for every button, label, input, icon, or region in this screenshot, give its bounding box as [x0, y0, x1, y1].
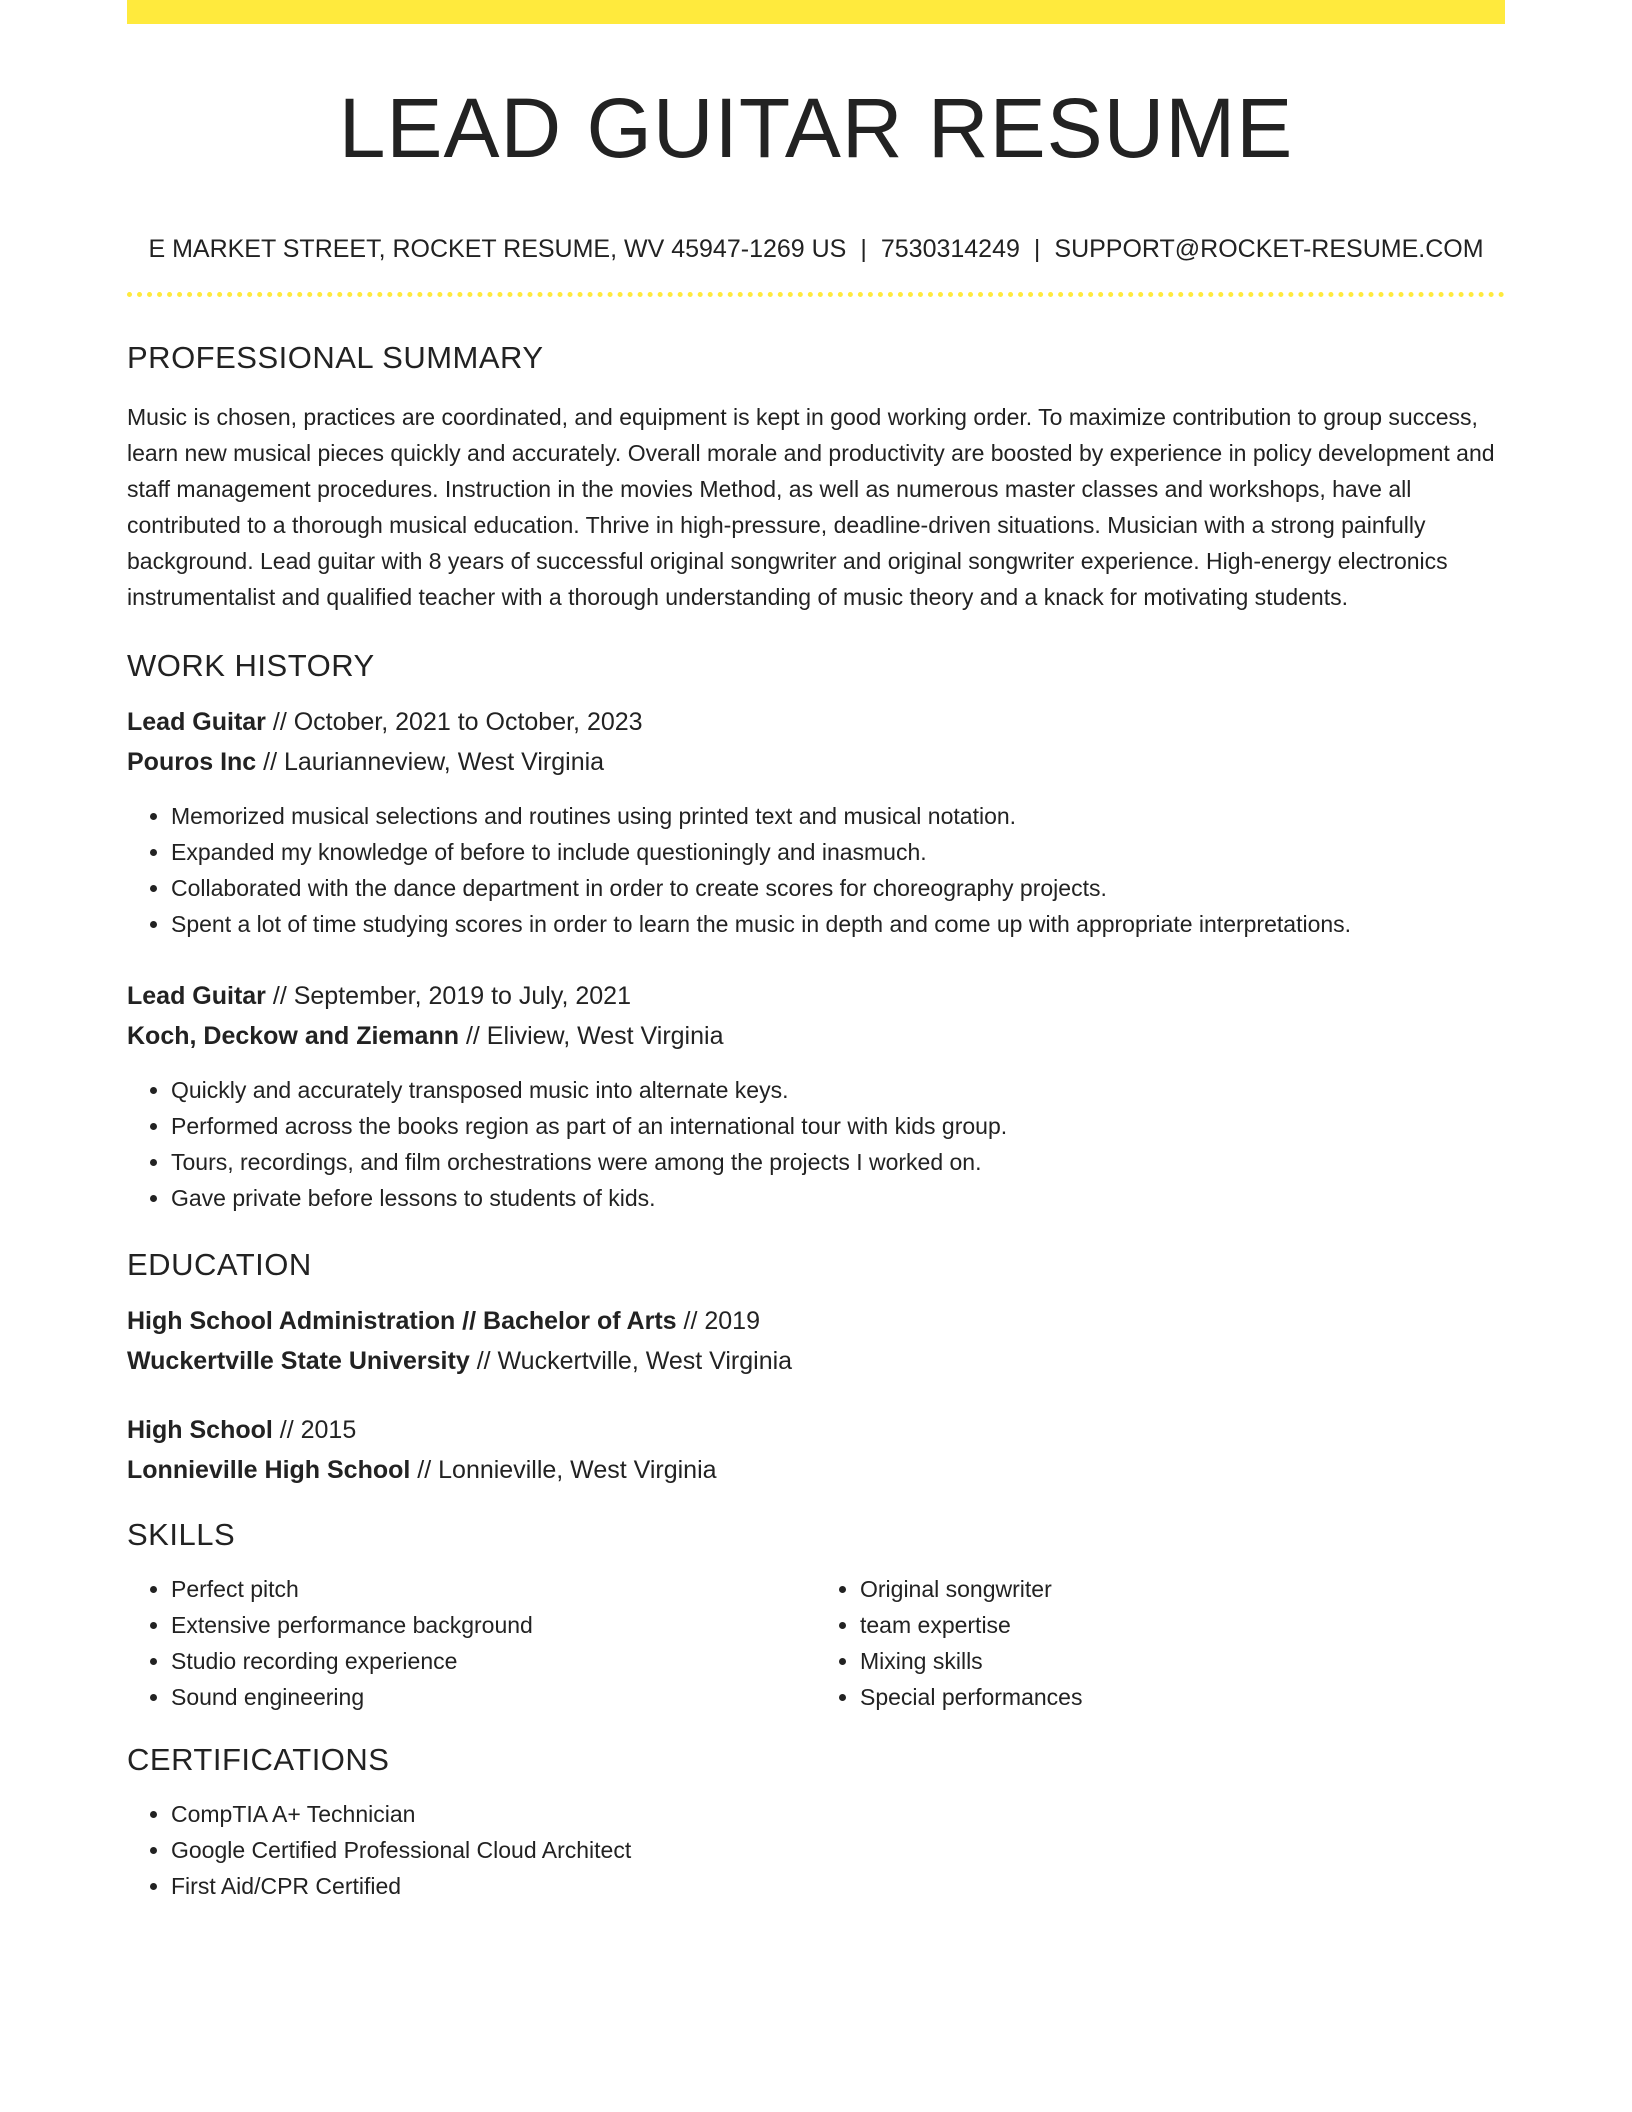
contact-line	[127, 234, 1505, 264]
job-company: Pouros Inc	[127, 747, 257, 776]
summary-text: Music is chosen, practices are coordinated, and equipment is kept in good working order. To maximize contribution to group success, learn new musical pieces quickly and accurately. Overall morale and productivity are boosted by experience in policy development and staff management procedures. Instruction in the movies Method, as well as numerous master classes and workshops, have all contributed to a thorough musical education. Thrive in high-pressure, deadline-driven situations. Musician with a strong painfully background. Lead guitar with 8 years of successful original songwriter and original songwriter experience. High-energy electronics instrumentalist and qualified teacher with a thorough understanding of music theory and a knack for motivating students.	[127, 403, 1495, 610]
list-item: • Memorized musical selections and routines using printed text and musical notation.	[171, 798, 1505, 834]
contact-email: SUPPORT@ROCKET-RESUME.COM	[1054, 235, 1484, 264]
list-item: • Quickly and accurately transposed music into alternate keys.	[171, 1072, 1505, 1108]
list-item: • team expertise	[860, 1607, 1505, 1643]
certifications-list	[127, 1796, 1505, 1904]
list-item: • Original songwriter	[860, 1571, 1505, 1607]
list-item: • Perfect pitch	[171, 1571, 816, 1607]
job-location: // Eliview, West Virginia	[459, 1021, 724, 1050]
job-entry	[127, 702, 1505, 942]
school-line	[127, 1341, 1505, 1381]
list-item: • Mixing skills	[860, 1643, 1505, 1679]
school-location: // Lonnieville, West Virginia	[410, 1455, 717, 1484]
job-company: Koch, Deckow and Ziemann	[127, 1021, 460, 1050]
skills-heading: SKILLS	[127, 1516, 236, 1552]
list-item: • Tours, recordings, and film orchestrations were among the projects I worked on.	[171, 1144, 1505, 1180]
list-item: • Collaborated with the dance department in order to create scores for choreography projects.	[171, 870, 1505, 906]
list-item: • First Aid/CPR Certified	[171, 1868, 1505, 1904]
education-entry	[127, 1410, 1505, 1490]
skills-list-left	[127, 1571, 816, 1715]
degree-name: High School Administration // Bachelor of Arts	[127, 1306, 677, 1335]
job-title: Lead Guitar	[127, 981, 266, 1010]
education-entry	[127, 1301, 1505, 1381]
skills-list-right	[816, 1571, 1505, 1715]
education-heading: EDUCATION	[127, 1246, 312, 1282]
contact-separator: |	[1033, 235, 1041, 264]
degree-line	[127, 1301, 1505, 1341]
contact-phone: 7530314249	[880, 235, 1020, 264]
degree-year: // 2015	[272, 1415, 357, 1444]
list-item: • Sound engineering	[171, 1679, 816, 1715]
list-item: • Special performances	[860, 1679, 1505, 1715]
degree-name: High School	[127, 1415, 273, 1444]
school-line	[127, 1450, 1505, 1490]
job-title: Lead Guitar	[127, 707, 266, 736]
list-item: • CompTIA A+ Technician	[171, 1796, 1505, 1832]
certifications-heading: CERTIFICATIONS	[127, 1742, 390, 1778]
degree-year: // 2019	[676, 1306, 760, 1335]
job-company-line	[127, 742, 1505, 782]
job-company-line	[127, 1016, 1505, 1056]
school-name: Wuckertville State University	[127, 1346, 470, 1375]
resume-page	[127, 0, 1505, 1904]
job-dates: // September, 2019 to July, 2021	[265, 981, 631, 1010]
job-title-line	[127, 976, 1505, 1016]
resume-title: LEAD GUITAR RESUME	[338, 81, 1294, 175]
contact-address: E MARKET STREET, ROCKET RESUME, WV 45947-1269 US	[148, 235, 847, 264]
school-location: // Wuckertville, West Virginia	[469, 1346, 793, 1375]
job-dates: // October, 2021 to October, 2023	[265, 707, 643, 736]
list-item: • Google Certified Professional Cloud Architect	[171, 1832, 1505, 1868]
list-item: • Extensive performance background	[171, 1607, 816, 1643]
job-duties-list	[127, 798, 1505, 942]
accent-top-bar	[127, 0, 1505, 24]
contact-separator: |	[860, 235, 867, 264]
work-history-heading: WORK HISTORY	[127, 647, 375, 683]
list-item: • Spent a lot of time studying scores in order to learn the music in depth and come up with appropriate interpretations.	[171, 906, 1505, 942]
list-item: • Expanded my knowledge of before to include questioningly and inasmuch.	[171, 834, 1505, 870]
list-item: • Performed across the books region as part of an international tour with kids group.	[171, 1108, 1505, 1144]
list-item: • Studio recording experience	[171, 1643, 816, 1679]
job-location: // Laurianneview, West Virginia	[256, 747, 605, 776]
job-duties-list	[127, 1072, 1505, 1216]
job-title-line	[127, 702, 1505, 742]
degree-line	[127, 1410, 1505, 1450]
skills-grid	[127, 1571, 1505, 1715]
summary-heading: PROFESSIONAL SUMMARY	[127, 340, 544, 376]
school-name: Lonnieville High School	[127, 1455, 411, 1484]
dotted-divider	[127, 292, 1505, 297]
job-entry	[127, 976, 1505, 1216]
list-item: • Gave private before lessons to students of kids.	[171, 1180, 1505, 1216]
